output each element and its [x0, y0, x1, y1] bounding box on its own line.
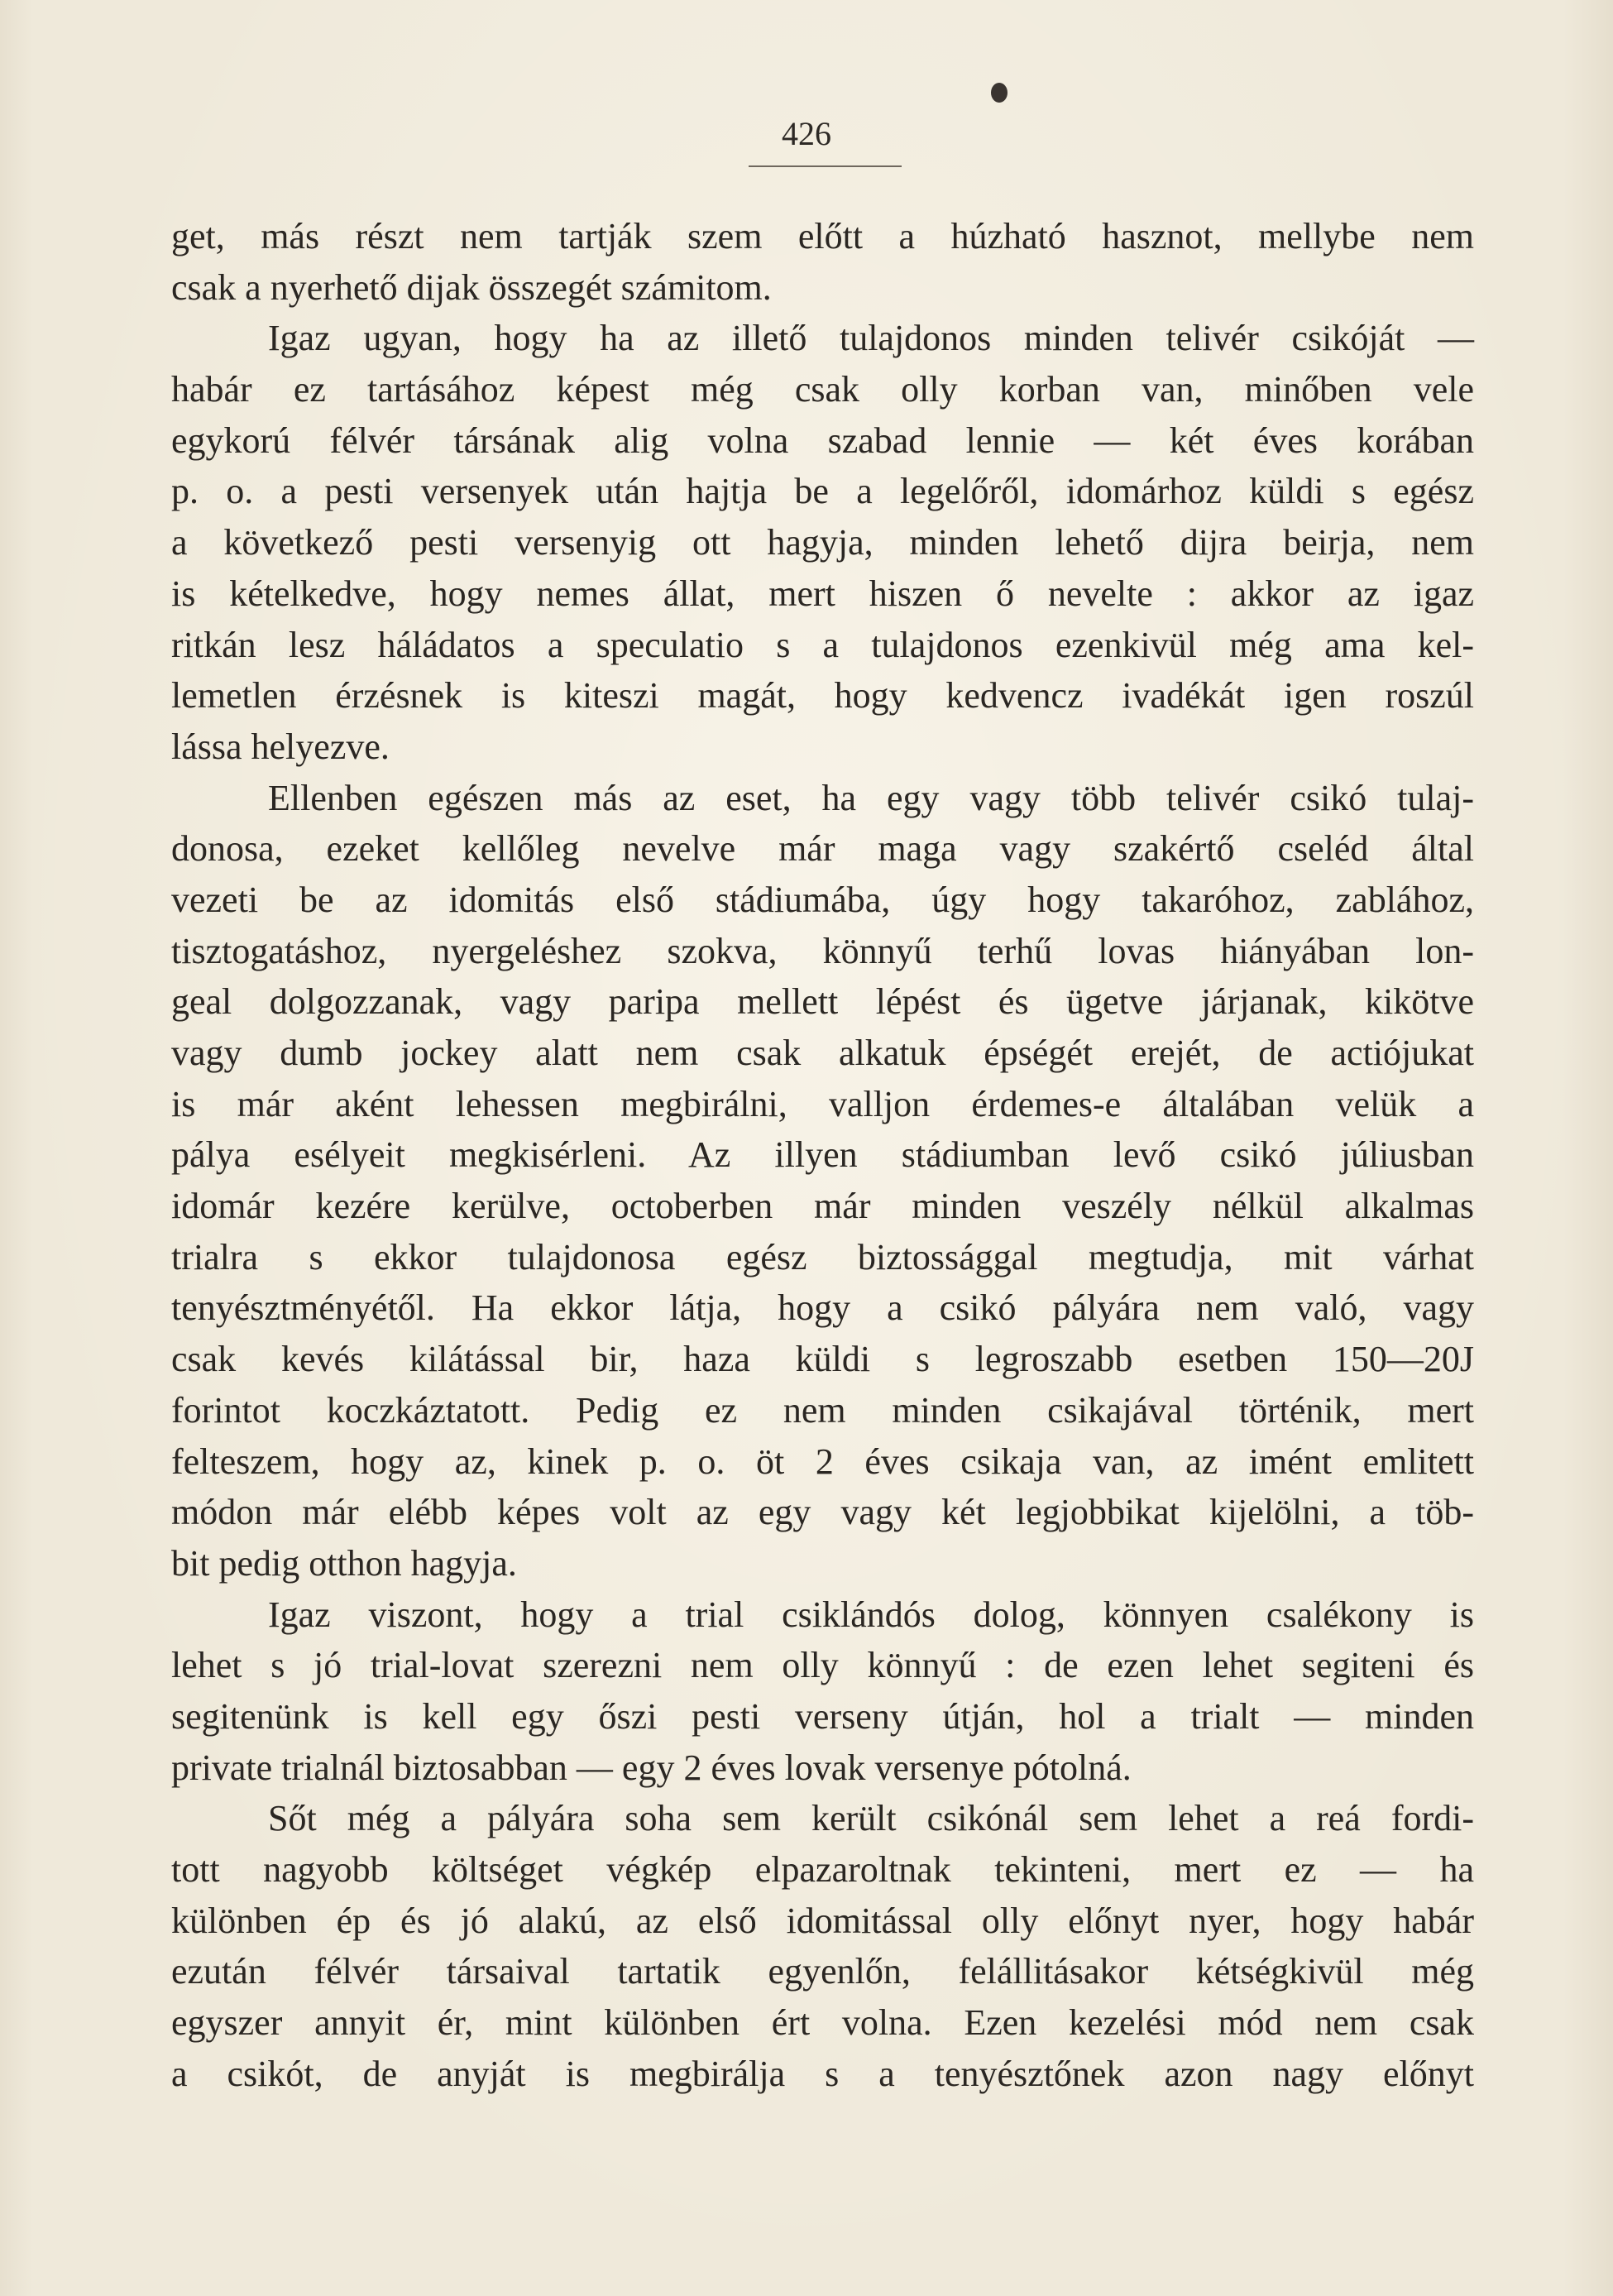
text-line: forintot koczkáztatott. Pedig ez nem minden csikajával történik, mert: [171, 1389, 1474, 1431]
text-line: geal dolgozzanak, vagy paripa mellett lépést és ügetve járjanak, kikötve: [171, 981, 1474, 1023]
text-line: Igaz viszont, hogy a trial csiklándós dolog, könnyen csalékony is: [268, 1594, 1474, 1635]
text-line: bit pedig otthon hagyja.: [171, 1542, 517, 1584]
text-line: pálya esélyeit megkisérleni. Az illyen stádiumban levő csikó júliusban: [171, 1134, 1474, 1176]
text-line: különben ép és jó alakú, az első idomitással olly előnyt nyer, hogy habár: [171, 1900, 1474, 1941]
text-line: trialra s ekkor tulajdonosa egész biztossággal megtudja, mit várhat: [171, 1236, 1474, 1277]
text-line: a következő pesti versenyig ott hagyja, minden lehető dijra beirja, nem: [171, 522, 1474, 563]
body-text: [171, 211, 1474, 2099]
text-line: lássa helyezve.: [171, 726, 390, 767]
text-line: tisztogatáshoz, nyergeléshez szokva, könnyű terhű lovas hiányában lon-: [171, 930, 1474, 971]
text-line: csak a nyerhető dijak összegét számitom.: [171, 266, 772, 308]
paragraph: [171, 1589, 1474, 1794]
text-line: is kételkedve, hogy nemes állat, mert hiszen ő nevelte : akkor az igaz: [171, 573, 1474, 614]
text-line: vezeti be az idomitás első stádiumába, úgy hogy takaróhoz, zablához,: [171, 879, 1474, 920]
text-line: vagy dumb jockey alatt nem csak alkatuk épségét erejét, de actiójukat: [171, 1033, 1474, 1073]
text-line: Ellenben egészen más az eset, ha egy vagy több telivér csikó tulaj-: [268, 777, 1474, 818]
text-line: Igaz ugyan, hogy ha az illető tulajdonos minden telivér csikóját —: [268, 318, 1474, 359]
text-line: idomár kezére kerülve, octoberben már minden veszély nélkül alkalmas: [171, 1186, 1474, 1227]
page-number: 426: [782, 115, 831, 152]
text-line: lemetlen érzésnek is kiteszi magát, hogy kedvencz ivadékát igen roszúl: [171, 675, 1474, 717]
text-line: segitenünk is kell egy őszi pesti verseny útján, hol a trialt — minden: [171, 1695, 1474, 1737]
text-line: get, más részt nem tartják szem előtt a húzható hasznot, mellybe nem: [171, 216, 1474, 256]
text-line: p. o. a pesti versenyek után hajtja be a legelőről, idomárhoz küldi s egész: [171, 471, 1474, 512]
text-line: ritkán lesz háládatos a speculatio s a tulajdonos ezenkivül még ama kel-: [171, 624, 1474, 665]
ink-blot: [991, 83, 1008, 103]
paragraph: [171, 773, 1474, 1589]
text-line: private trialnál biztosabban — egy 2 éves lovak versenye pótolná.: [171, 1747, 1132, 1788]
text-line: a csikót, de anyját is megbirálja s a tenyésztőnek azon nagy előnyt: [171, 2053, 1474, 2094]
paragraph: [171, 1793, 1474, 2099]
text-line: egykorú félvér társának alig volna szabad lennie — két éves korában: [171, 419, 1474, 461]
text-line: felteszem, hogy az, kinek p. o. öt 2 éves csikaja van, az imént emlitett: [171, 1440, 1474, 1482]
text-line: ezután félvér társaival tartatik egyenlőn, felállitásakor kétségkivül még: [171, 1951, 1474, 1992]
text-line: tenyésztményétől. Ha ekkor látja, hogy a csikó pályára nem való, vagy: [171, 1287, 1474, 1329]
text-line: is már aként lehessen megbirálni, valljon érdemes-e általában velük a: [171, 1083, 1474, 1124]
text-line: Sőt még a pályára soha sem került csikónál sem lehet a reá fordi-: [268, 1798, 1474, 1839]
text-line: módon már elébb képes volt az egy vagy két legjobbikat kijelölni, a töb-: [171, 1492, 1474, 1533]
paragraph: [171, 313, 1474, 772]
header-rule: [749, 165, 902, 167]
text-line: donosa, ezeket kellőleg nevelve már maga vagy szakértő cseléd által: [171, 828, 1474, 870]
paragraph: [171, 211, 1474, 313]
text-line: tott nagyobb költséget végkép elpazaroltnak tekinteni, mert ez — ha: [171, 1849, 1474, 1890]
text-line: habár ez tartásához képest még csak olly korban van, minőben vele: [171, 369, 1474, 410]
text-line: lehet s jó trial-lovat szerezni nem olly könnyű : de ezen lehet segiteni és: [171, 1645, 1474, 1686]
text-line: egyszer annyit ér, mint különben ért volna. Ezen kezelési mód nem csak: [171, 2002, 1474, 2044]
text-line: csak kevés kilátással bir, haza küldi s legroszabb esetben 150—20J: [171, 1339, 1474, 1380]
